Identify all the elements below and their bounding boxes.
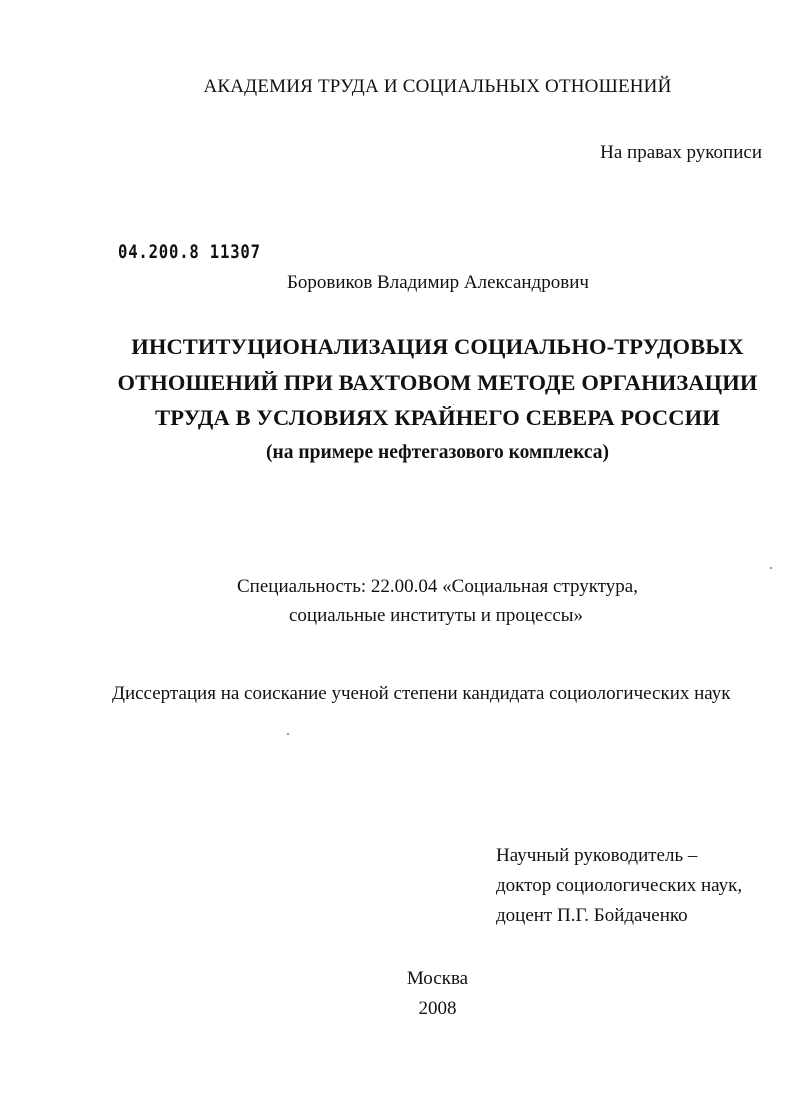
title-line-2: ОТНОШЕНИЙ ПРИ ВАХТОВОМ МЕТОДЕ ОРГАНИЗАЦИИ — [117, 370, 758, 395]
scan-speck — [770, 567, 772, 569]
scan-speck — [453, 404, 454, 405]
supervisor-line-2: доктор социологических наук, — [496, 875, 743, 896]
supervisor-line-1: Научный руководитель – — [496, 845, 698, 866]
city: Москва — [406, 968, 469, 989]
supervisor-line-3: доцент П.Г. Бойдаченко — [496, 905, 688, 926]
rights-note: На правах рукописи — [600, 142, 762, 163]
author-name: Боровиков Владимир Александрович — [287, 272, 589, 293]
organization-name: АКАДЕМИЯ ТРУДА И СОЦИАЛЬНЫХ ОТНОШЕНИЙ — [203, 76, 672, 97]
scan-speck — [287, 733, 289, 735]
title-line-3: ТРУДА В УСЛОВИЯХ КРАЙНЕГО СЕВЕРА РОССИИ — [155, 405, 720, 430]
registration-stamp: 04.200.8 11307 — [118, 241, 261, 263]
specialty-line-2: социальные институты и процессы» — [289, 605, 584, 626]
title-subtitle: (на примере нефтегазового комплекса) — [266, 442, 609, 463]
specialty-line-1: Специальность: 22.00.04 «Социальная структура, — [237, 576, 638, 597]
degree-statement: Диссертация на соискание ученой степени кандидата социологических наук — [112, 683, 731, 704]
title-line-1: ИНСТИТУЦИОНАЛИЗАЦИЯ СОЦИАЛЬНО-ТРУДОВЫХ — [131, 334, 744, 359]
year: 2008 — [418, 998, 457, 1019]
